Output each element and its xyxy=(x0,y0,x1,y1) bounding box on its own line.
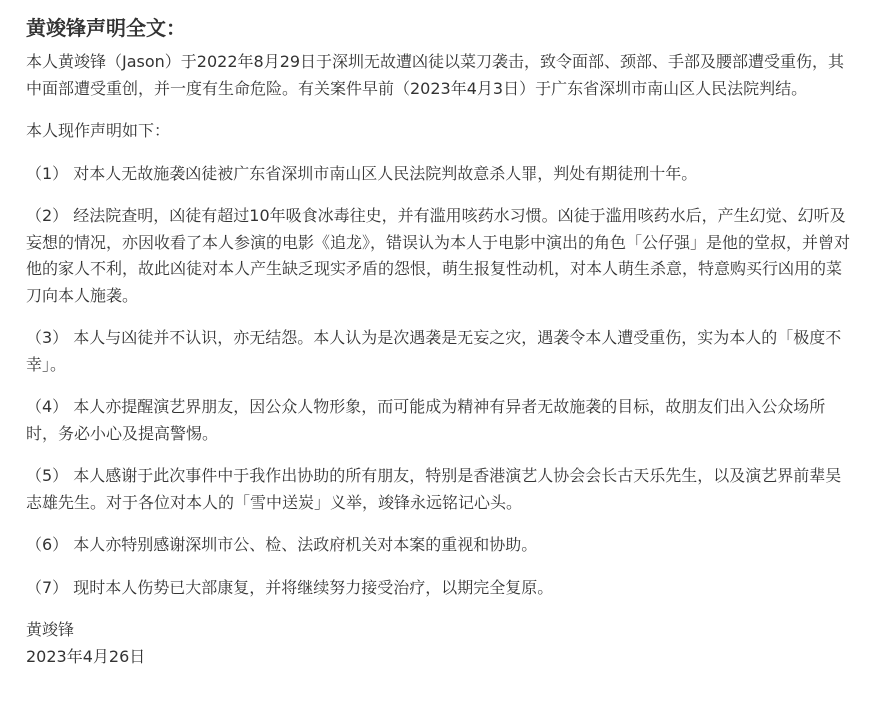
signature-name: 黄竣锋 xyxy=(26,620,75,639)
statement-item-7: （7） 现时本人伤势已大部康复，并将继续努力接受治疗，以期完全复原。 xyxy=(26,577,554,597)
lead-paragraph: 本人现作声明如下： xyxy=(26,121,171,140)
signature-date: 2023年4月26日 xyxy=(26,646,146,666)
statement-item-4: （4） 本人亦提醒演艺界朋友，因公众人物形象，而可能成为精神有异者无故施袭的目标，故朋友们出入公众场所时，务必小心及提高警惕。 xyxy=(26,397,826,443)
statement-item-5: （5） 本人感谢于此次事件中于我作出协助的所有朋友，特别是香港演艺人协会会长古天乐先生，以及演艺界前辈吴志雄先生。对于各位对本人的「雪中送炭」义举，竣锋永远铭记心头。 xyxy=(26,466,842,512)
statement-item-6: （6） 本人亦特别感谢深圳市公、检、法政府机关对本案的重视和协助。 xyxy=(26,535,538,554)
statement-item-1: （1） 对本人无故施袭凶徒被广东省深圳市南山区人民法院判故意杀人罪，判处有期徒刑十年。 xyxy=(26,163,698,183)
statement-item-2: （2） 经法院查明，凶徒有超过10年吸食冰毒往史，并有滥用咳药水习惯。凶徒于滥用咳药水后，产生幻觉、幻听及妄想的情况，亦因收看了本人参演的电影《追龙》，错误认为本人于电影中演出的角色「公仔强」是他的堂叔，并曾对他的家人不利，故此凶徒对本人产生缺乏现实矛盾的怨恨，萌生报复性动机，对本人萌生杀意，特意购买行凶用的菜刀向本人施袭。 xyxy=(26,206,851,305)
statement-item-3: （3） 本人与凶徒并不认识，亦无结怨。本人认为是次遇袭是无妄之灾，遇袭令本人遭受重伤，实为本人的「极度不幸」。 xyxy=(26,328,842,374)
statement-title: 黄竣锋声明全文： xyxy=(26,16,186,40)
intro-paragraph: 本人黄竣锋（Jason）于2022年8月29日于深圳无故遭凶徒以菜刀袭击，致令面部、颈部、手部及腰部遭受重伤，其中面部遭受重创，并一度有生命危险。有关案件早前（2023年4月3日）于广东省深圳市南山区人民法院判结。 xyxy=(26,52,845,98)
